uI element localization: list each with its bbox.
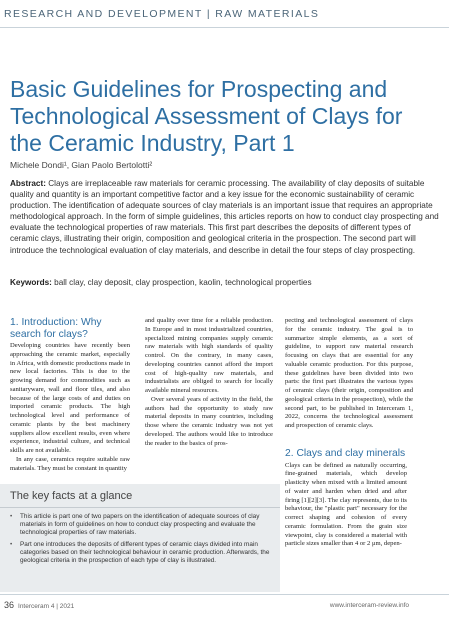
abstract-text: Clays are irreplaceable raw materials for ceramic processing. The availability of clay deposits of suitable quality and quantity is an important competitive factor and a key issue for the economic sustainability of ceramic production. The identification of adequate sources of clay materials is an important issue that requires an appropriate methodological approach. In the form of simple guidelines, this articles reports on how to conduct clay prospecting and evaluate the technological properties of raw materials. This first part describes the deposits of different types of ceramic clays, illustrating their origin, composition and geological criteria in the prospection. The second part will introduce the technological evaluation of clay materials, and describe in detail the four steps of clay prospecting. — [10, 179, 439, 255]
list-item — [10, 541, 272, 566]
article-title: Basic Guidelines for Prospecting and Technological Assessment of Clays for the Ceramic Industry, Part 1 — [10, 76, 403, 156]
section-2-heading: 2. Clays and clay minerals — [285, 448, 406, 459]
paragraph: Clays can be defined as naturally occurring, fine-grained materials, which develop plasticity when mixed with a limited amount of water and harden when dried and after firing [1][2][3]. The clay represents, due to its behaviour, the "plastic part" necessary for the correct shaping and cohesion of every ceramic formulation. From the grain size viewpoint, clay is considered a material with particle sizes smaller than 4 or 2 μm, depen- — [285, 461, 407, 548]
key-fact-text: Part one introduces the deposits of different types of ceramic clays divided into main categories based on their technological behaviour in ceramic production. Afterwards, the geological criteria in the prospection of each type of clay is illustrated. — [20, 540, 270, 565]
column-2 — [145, 317, 273, 448]
keywords-text: ball clay, clay deposit, clay prospection, kaolin, technological properties — [51, 278, 312, 287]
section-1-heading: 1. Introduction: Why search for clays? — [10, 317, 102, 340]
footer-url[interactable]: www.interceram-review.info — [329, 602, 409, 609]
column-3-section-2 — [285, 448, 407, 549]
paragraph: Over several years of activity in the field, the authors had the opportunity to study raw material deposits in many countries, including those where the ceramic industry was not yet developed. The authors would like to introduce the reader to the basics of pros- — [145, 395, 273, 447]
paragraph: pecting and technological assessment of clays for the ceramic industry. The goal is to summarize simple elements, as a sort of guideline, to support raw material research focusing on clays that are essential for any valuable ceramic production. For this purpose, these guidelines have been divided into two parts: the first part illustrates the various types of ceramic clays (their origin, composition and geological criteria in the prospection), while the second part, to be published in Interceram 1, 2022, concerns the technological assessment and prospection of ceramic clays. — [285, 317, 413, 429]
article-authors: Michele Dondi¹, Gian Paolo Bertolotti² — [10, 160, 153, 170]
key-facts-title: The key facts at a glance — [10, 490, 133, 502]
paragraph: In any case, ceramics require suitable raw materials. They must be constant in quantity — [10, 455, 130, 472]
footer-divider — [0, 594, 449, 595]
abstract — [10, 178, 440, 256]
keywords — [10, 278, 440, 287]
paragraph: and quality over time for a reliable production. In Europe and in most industrialized countries, specialized mining companies supply ceramic raw materials with high standards of quality control. On the contrary, in many cases, developing countries cannot afford the import cost of high-quality raw materials, and industrialists are obliged to search for locally available mineral resources. — [145, 317, 273, 394]
footer-left — [4, 600, 74, 610]
column-1 — [10, 317, 130, 473]
bullet-icon: • — [10, 513, 13, 520]
top-space — [0, 28, 449, 74]
bullet-icon: • — [10, 540, 13, 548]
section-header: RESEARCH AND DEVELOPMENT | RAW MATERIALS — [4, 8, 320, 20]
abstract-label: Abstract: — [10, 179, 46, 188]
page-number: 36 — [4, 600, 15, 610]
key-facts-list — [10, 513, 272, 568]
key-fact-text: This article is part one of two papers on the identification of adequate sources of clay materials in form of guidelines on how to conduct clay prospecting and evaluate the technological properties of raw materials. — [20, 513, 260, 537]
column-3 — [285, 317, 413, 431]
key-facts-divider — [0, 507, 280, 508]
keywords-label: Keywords: — [10, 278, 52, 287]
journal-issue: Interceram 4 | 2021 — [18, 603, 75, 610]
list-item — [10, 513, 272, 538]
paragraph: Developing countries have recently been approaching the ceramic market, especially in Africa, with domestic productions made in new local factories. This is due to the growing demand for commodities such as sanitaryware, wall and floor tiles, and also because of the large costs of and duties on imported ceramic products. The high technological level and performance of ceramic plants by the best machinery suppliers allow excellent results, even where experience, industrial culture, and technical skills are not available. — [10, 342, 130, 454]
